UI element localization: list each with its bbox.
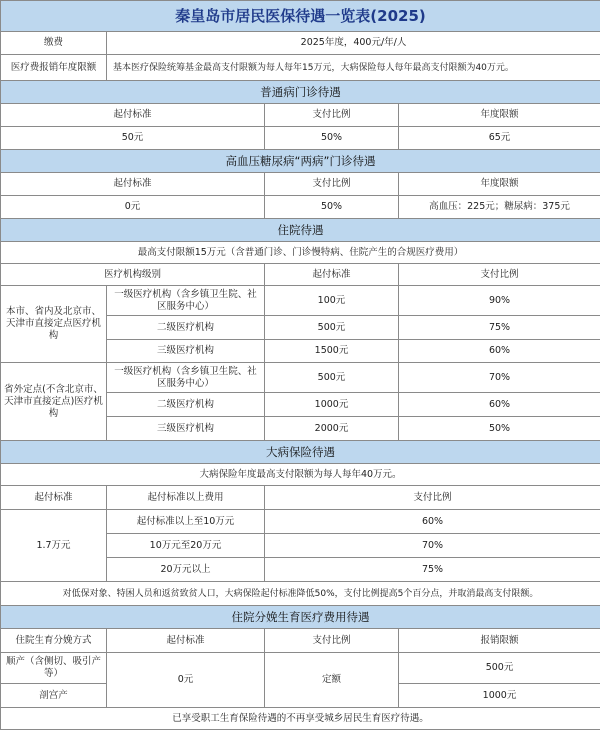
outpatient-header-limit: 年度限额	[399, 104, 600, 127]
maternity-limit: 500元	[399, 653, 600, 684]
inpatient-group-outside: 省外定点(不含北京市、天津市直接定点)医疗机构	[1, 363, 107, 441]
critical-note: 大病保险年度最高支付限额为每人每年40万元。	[1, 464, 600, 486]
outpatient-section-title: 普通病门诊待遇	[1, 81, 600, 104]
inpatient-deductible: 500元	[265, 363, 399, 393]
maternity-header-ratio: 支付比例	[265, 629, 399, 653]
inpatient-ratio: 70%	[399, 363, 600, 393]
inpatient-ratio: 90%	[399, 286, 600, 316]
outpatient-limit: 65元	[399, 127, 600, 150]
maternity-header-method: 住院生育分娩方式	[1, 629, 107, 653]
inpatient-header-level: 医疗机构级别	[1, 264, 265, 286]
critical-section-title: 大病保险待遇	[1, 441, 600, 464]
maternity-section-title: 住院分娩生育医疗费用待遇	[1, 606, 600, 629]
inpatient-level: 二级医疗机构	[107, 316, 265, 340]
inpatient-level: 二级医疗机构	[107, 393, 265, 417]
outpatient-ratio: 50%	[265, 127, 399, 150]
inpatient-level: 一级医疗机构（含乡镇卫生院、社区服务中心）	[107, 286, 265, 316]
limit-label: 医疗费报销年度限额	[1, 55, 107, 81]
maternity-header-deductible: 起付标准	[107, 629, 265, 653]
outpatient-header-deductible: 起付标准	[1, 104, 265, 127]
chronic-ratio: 50%	[265, 196, 399, 219]
critical-range: 20万元以上	[107, 558, 265, 582]
critical-header-deductible: 起付标准	[1, 486, 107, 510]
critical-ratio: 60%	[265, 510, 600, 534]
inpatient-header-deductible: 起付标准	[265, 264, 399, 286]
inpatient-deductible: 100元	[265, 286, 399, 316]
page-title: 秦皇岛市居民医保待遇一览表(2025)	[1, 1, 600, 32]
outpatient-deductible: 50元	[1, 127, 265, 150]
maternity-method: 剖宫产	[1, 684, 107, 708]
inpatient-deductible: 500元	[265, 316, 399, 340]
critical-footnote: 对低保对象、特困人员和返贫致贫人口，大病保险起付标准降低50%，支付比例提高5个百分点，并取消最高支付限额。	[1, 582, 600, 606]
inpatient-ratio: 50%	[399, 417, 600, 441]
fee-label: 缴费	[1, 32, 107, 55]
inpatient-ratio: 60%	[399, 393, 600, 417]
fee-value: 2025年度，400元/年/人	[107, 32, 600, 55]
inpatient-level: 一级医疗机构（含乡镇卫生院、社区服务中心）	[107, 363, 265, 393]
critical-ratio: 75%	[265, 558, 600, 582]
maternity-header-limit: 报销限额	[399, 629, 600, 653]
inpatient-group-local: 本市、省内及北京市、天津市直接定点医疗机构	[1, 286, 107, 363]
critical-range: 10万元至20万元	[107, 534, 265, 558]
critical-header-ratio: 支付比例	[265, 486, 600, 510]
inpatient-deductible: 1500元	[265, 340, 399, 363]
inpatient-deductible: 2000元	[265, 417, 399, 441]
inpatient-header-ratio: 支付比例	[399, 264, 600, 286]
outpatient-header-ratio: 支付比例	[265, 104, 399, 127]
limit-value: 基本医疗保险统筹基金最高支付限额为每人每年15万元，大病保险每人每年最高支付限额为40万元。	[107, 55, 600, 81]
inpatient-level: 三级医疗机构	[107, 340, 265, 363]
critical-deductible: 1.7万元	[1, 510, 107, 582]
maternity-method: 顺产（含侧切、吸引产等）	[1, 653, 107, 684]
inpatient-ratio: 75%	[399, 316, 600, 340]
critical-header-range: 起付标准以上费用	[107, 486, 265, 510]
chronic-section-title: 高血压糖尿病“两病”门诊待遇	[1, 150, 600, 173]
maternity-ratio: 定额	[265, 653, 399, 708]
inpatient-section-title: 住院待遇	[1, 219, 600, 242]
chronic-header-deductible: 起付标准	[1, 173, 265, 196]
critical-ratio: 70%	[265, 534, 600, 558]
maternity-deductible: 0元	[107, 653, 265, 708]
inpatient-note: 最高支付限额15万元（含普通门诊、门诊慢特病、住院产生的合规医疗费用）	[1, 242, 600, 264]
chronic-limit: 高血压：225元；糖尿病：375元	[399, 196, 600, 219]
chronic-deductible: 0元	[1, 196, 265, 219]
critical-range: 起付标准以上至10万元	[107, 510, 265, 534]
inpatient-ratio: 60%	[399, 340, 600, 363]
chronic-header-limit: 年度限额	[399, 173, 600, 196]
inpatient-level: 三级医疗机构	[107, 417, 265, 441]
maternity-footnote: 已享受职工生育保险待遇的不再享受城乡居民生育医疗待遇。	[1, 708, 600, 730]
maternity-limit: 1000元	[399, 684, 600, 708]
chronic-header-ratio: 支付比例	[265, 173, 399, 196]
inpatient-deductible: 1000元	[265, 393, 399, 417]
